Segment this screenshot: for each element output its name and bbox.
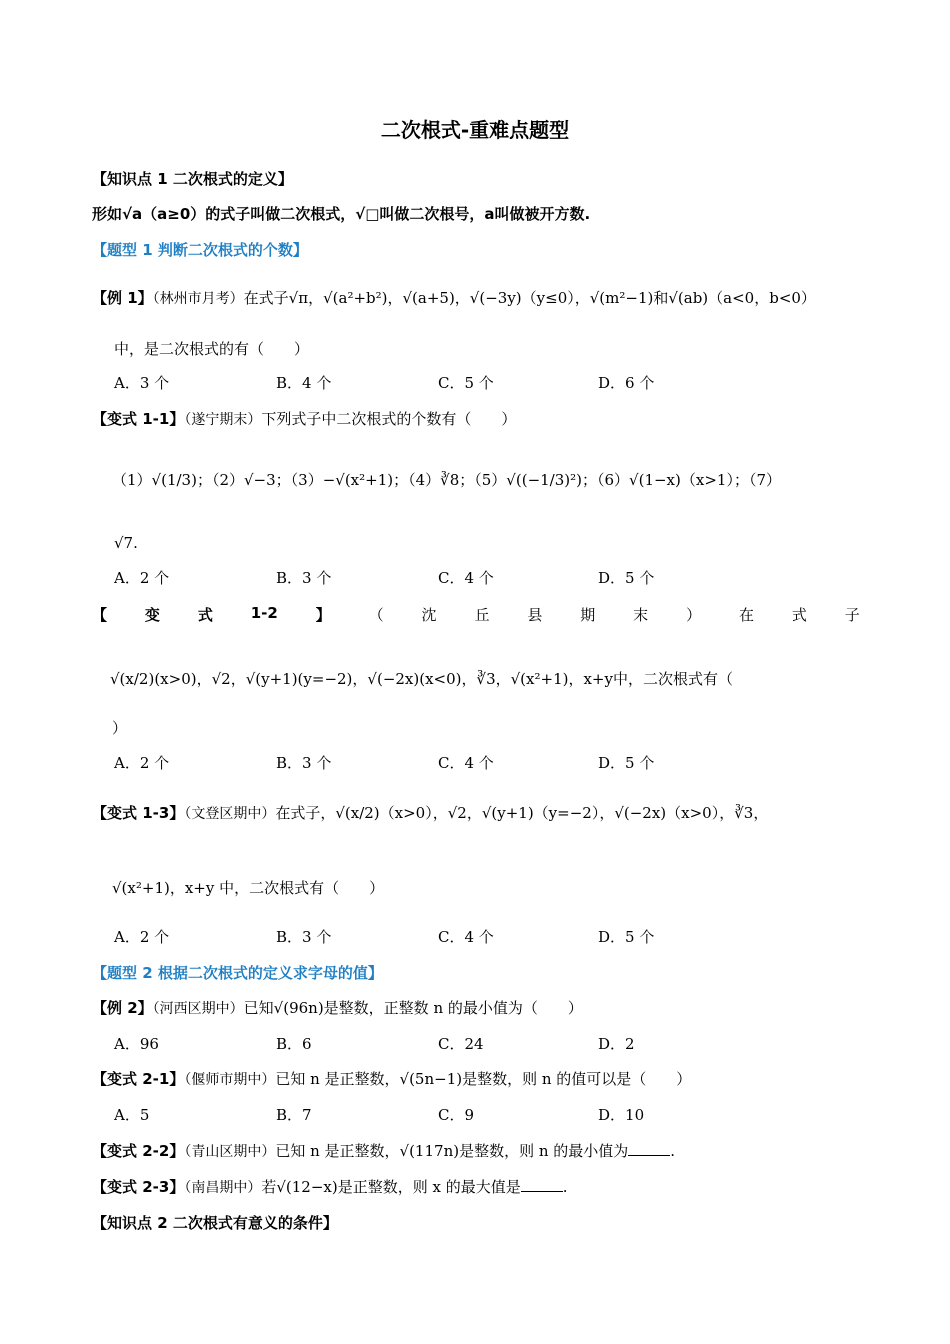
variant-1-3 xyxy=(92,802,768,825)
option-b: B．3 个 xyxy=(276,569,332,587)
variant-1-3-continuation: √(x²+1)，x+y 中，二次根式有（ ） xyxy=(112,879,385,897)
variant-2-1 xyxy=(92,1068,691,1091)
question-type-1-header: 【题型 1 判断二次根式的个数】 xyxy=(92,241,308,259)
option-c: C．4 个 xyxy=(438,928,494,946)
question-type-2-header: 【题型 2 根据二次根式的定义求字母的值】 xyxy=(92,964,383,982)
option-b: B．7 xyxy=(276,1106,312,1124)
option-d: D．5 个 xyxy=(598,569,655,587)
knowledge-point-1-definition: 形如√a（a≥0）的式子叫做二次根式，√□叫做二次根号，a叫做被开方数. xyxy=(92,205,591,223)
sentence-end: . xyxy=(670,1142,676,1160)
variant-2-1-options xyxy=(114,1104,874,1125)
spread-char: 丘 xyxy=(474,606,490,624)
option-a: A．2 个 xyxy=(114,928,170,946)
spread-char: 】 xyxy=(315,606,331,624)
option-a: A．2 个 xyxy=(114,569,170,587)
variant-1-3-label: 【变式 1-3】 xyxy=(92,804,185,822)
variant-2-2 xyxy=(92,1140,675,1163)
variant-1-1 xyxy=(92,408,516,431)
option-a: A．96 xyxy=(114,1035,159,1053)
option-b: B．3 个 xyxy=(276,928,332,946)
variant-2-2-label: 【变式 2-2】 xyxy=(92,1142,185,1160)
spread-char: 【 xyxy=(92,606,108,624)
spread-char: 县 xyxy=(527,606,543,624)
spread-char: 式 xyxy=(791,606,807,624)
variant-2-1-label: 【变式 2-1】 xyxy=(92,1070,185,1088)
example-1-source: （林州市月考） xyxy=(152,291,244,307)
page-title: 二次根式-重难点题型 xyxy=(380,118,570,142)
variant-2-3-text: 若√(12−x)是正整数，则 x 的最大值是 xyxy=(261,1178,521,1196)
example-2-options xyxy=(114,1033,874,1054)
spread-char: 式 xyxy=(197,606,213,624)
variant-2-1-text: 已知 n 是正整数，√(5n−1)是整数，则 n 的值可以是（ ） xyxy=(275,1070,692,1088)
option-c: C．24 xyxy=(438,1035,484,1053)
option-c: C．9 xyxy=(438,1106,475,1124)
variant-1-2-options xyxy=(114,752,874,773)
spread-char: （ xyxy=(368,606,384,624)
spread-char: 期 xyxy=(580,606,596,624)
option-d: D．5 个 xyxy=(598,754,655,772)
variant-2-2-source: （青山区期中） xyxy=(184,1144,276,1160)
answer-blank xyxy=(521,1191,563,1192)
option-d: D．6 个 xyxy=(598,374,655,392)
variant-2-2-text: 已知 n 是正整数，√(117n)是整数，则 n 的最小值为 xyxy=(275,1142,629,1160)
variant-1-2-items: √(x/2)(x>0)，√2，√(y+1)(y=−2)，√(−2x)(x<0)，∛3，√(x²+1)，x+y中，二次根式有（ xyxy=(110,670,733,688)
option-a: A．3 个 xyxy=(114,374,170,392)
example-1-text: 在式子√π，√(a²+b²)，√(a+5)，√(−3y)（y≤0），√(m²−1)和√(ab)（a<0，b<0） xyxy=(243,289,816,307)
spread-char: 在 xyxy=(738,606,754,624)
variant-1-1-options xyxy=(114,567,874,588)
option-c: C．5 个 xyxy=(438,374,494,392)
example-1-label: 【例 1】 xyxy=(92,289,153,307)
spread-char: ） xyxy=(686,606,702,624)
variant-1-1-text: 下列式子中二次根式的个数有（ ） xyxy=(261,410,517,428)
example-2-text: 已知√(96n)是整数，正整数 n 的最小值为（ ） xyxy=(243,999,583,1017)
option-a: A．5 xyxy=(114,1106,150,1124)
answer-blank xyxy=(628,1155,670,1156)
variant-1-3-options xyxy=(114,926,874,947)
example-2-label: 【例 2】 xyxy=(92,999,153,1017)
knowledge-point-1-header: 【知识点 1 二次根式的定义】 xyxy=(92,170,293,188)
spread-char: 末 xyxy=(633,606,649,624)
option-c: C．4 个 xyxy=(438,569,494,587)
spread-char: 变 xyxy=(144,606,160,624)
variant-1-3-source: （文登区期中） xyxy=(184,806,276,822)
variant-2-1-source: （偃师市期中） xyxy=(184,1072,276,1088)
variant-1-1-label: 【变式 1-1】 xyxy=(92,410,185,428)
option-a: A．2 个 xyxy=(114,754,170,772)
option-d: D．5 个 xyxy=(598,928,655,946)
variant-2-3-source: （南昌期中） xyxy=(184,1180,262,1196)
variant-1-2-heading xyxy=(92,604,860,625)
option-b: B．4 个 xyxy=(276,374,332,392)
variant-1-2-continuation: ） xyxy=(112,719,128,737)
sentence-end: . xyxy=(562,1178,568,1196)
example-1-continuation: 中，是二次根式的有（ ） xyxy=(114,340,310,358)
option-c: C．4 个 xyxy=(438,754,494,772)
option-d: D．2 xyxy=(598,1035,635,1053)
variant-2-3 xyxy=(92,1176,567,1199)
variant-1-1-source: （遂宁期末） xyxy=(184,412,262,428)
variant-1-3-text: 在式子，√(x/2)（x>0），√2，√(y+1)（y=−2），√(−2x)（x>0），∛3， xyxy=(275,804,769,822)
knowledge-point-2-header: 【知识点 2 二次根式有意义的条件】 xyxy=(92,1214,338,1232)
variant-2-3-label: 【变式 2-3】 xyxy=(92,1178,185,1196)
option-b: B．3 个 xyxy=(276,754,332,772)
example-2-source: （河西区期中） xyxy=(152,1001,244,1017)
spread-char: 沈 xyxy=(421,606,437,624)
example-1 xyxy=(92,287,816,310)
spread-char: 1-2 xyxy=(250,604,278,622)
variant-1-1-items: （1）√(1/3)；（2）√−3；（3）−√(x²+1)；（4）∛8；（5）√((−1/3)²)；（6）√(1−x)（x>1）；（7） xyxy=(112,471,781,489)
example-2 xyxy=(92,997,583,1020)
variant-1-1-continuation: √7. xyxy=(114,534,138,552)
example-1-options xyxy=(114,372,874,393)
option-b: B．6 xyxy=(276,1035,312,1053)
spread-char: 子 xyxy=(844,606,860,624)
option-d: D．10 xyxy=(598,1106,645,1124)
